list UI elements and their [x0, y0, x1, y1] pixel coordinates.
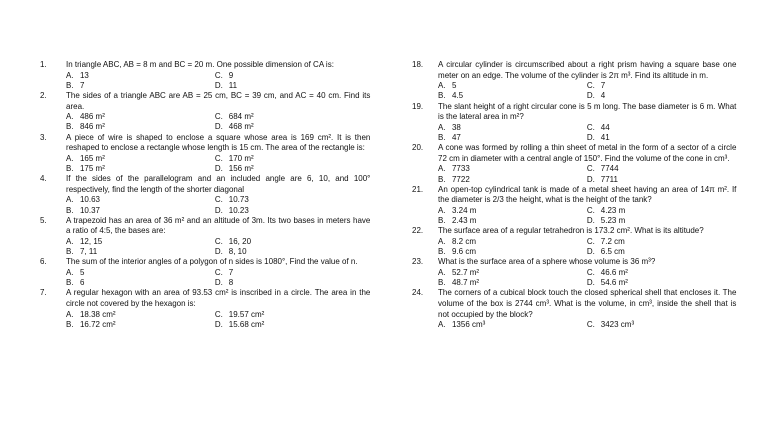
answer-option	[215, 309, 336, 319]
answer-option	[66, 236, 215, 246]
question-stem	[412, 142, 736, 163]
option-value: 165 m²	[79, 152, 105, 163]
question-stem	[40, 256, 370, 267]
question-text: A piece of wire is shaped to enclose a square whose area is 169 cm². It is then reshaped to enclose a rectangle whose length is 15 cm. The area of the rectangle is:	[66, 131, 371, 153]
option-value: 10.37	[79, 204, 100, 215]
answer-option	[215, 205, 336, 215]
answer-option	[215, 80, 336, 90]
option-value: 38	[451, 121, 461, 132]
option-value: 12, 15	[79, 235, 103, 246]
option-value: 5	[79, 266, 85, 277]
answer-option	[66, 70, 215, 80]
option-letter: A.	[66, 152, 74, 163]
option-value: 7	[228, 266, 234, 277]
option-value: 7711	[600, 173, 618, 184]
answer-option	[215, 194, 336, 204]
answer-option	[587, 80, 708, 90]
option-letter: B.	[66, 162, 74, 173]
option-letter: A.	[438, 235, 446, 246]
option-value: 10.63	[79, 194, 100, 205]
option-value: 9.6 cm	[451, 246, 476, 257]
option-letter: A.	[438, 204, 446, 215]
option-letter: C.	[586, 319, 595, 330]
option-letter: A.	[66, 308, 74, 319]
option-value: 54.6 m²	[600, 277, 628, 288]
option-value: 5	[451, 80, 457, 91]
answer-option	[438, 236, 587, 246]
answer-option	[587, 277, 708, 287]
answer-option	[66, 111, 215, 121]
answer-option	[587, 215, 708, 225]
answer-options	[412, 236, 715, 256]
answer-options	[40, 236, 349, 256]
answer-option	[587, 132, 708, 142]
option-letter: B.	[66, 277, 74, 288]
question-item	[412, 184, 738, 226]
option-value: 2.43 m	[451, 215, 477, 226]
answer-option	[587, 205, 708, 215]
option-value: 3.24 m	[451, 204, 477, 215]
question-item	[40, 59, 372, 90]
question-text: A circular cylinder is circumscribed about a right prism having a square base one meter on an edge. The volume of the cylinder is 2π m³. Find its altitude in m.	[438, 59, 737, 80]
option-letter: C.	[586, 235, 595, 246]
option-value: 4.5	[451, 90, 464, 101]
question-number: 21.	[412, 183, 424, 194]
option-value: 6.5 cm	[600, 246, 625, 257]
answer-option	[438, 90, 587, 100]
question-text: What is the surface area of a sphere whose volume is 36 m³?	[438, 256, 656, 267]
question-number: 20.	[412, 142, 424, 153]
option-letter: C.	[586, 204, 595, 215]
option-letter: A.	[66, 111, 74, 122]
option-letter: D.	[214, 79, 223, 90]
answer-options	[40, 267, 349, 287]
option-letter: D.	[586, 277, 595, 288]
answer-option	[215, 111, 336, 121]
option-value: 6	[79, 277, 85, 288]
option-value: 8.2 cm	[451, 235, 476, 246]
option-value: 19.57 cm²	[228, 308, 265, 319]
answer-option	[438, 174, 587, 184]
question-number: 24.	[412, 287, 424, 298]
question-item	[412, 256, 738, 287]
option-value: 46.6 m²	[600, 266, 628, 277]
question-item	[412, 101, 738, 143]
option-value: 175 m²	[79, 162, 105, 173]
question-stem	[412, 184, 736, 205]
option-letter: B.	[438, 90, 446, 101]
answer-option	[215, 319, 336, 329]
question-number: 18.	[412, 59, 424, 69]
option-letter: B.	[66, 79, 74, 90]
option-letter: B.	[438, 277, 446, 288]
option-letter: D.	[586, 215, 595, 226]
question-number: 2.	[40, 90, 47, 100]
question-text: In triangle ABC, AB = 8 m and BC = 20 m. One possible dimension of CA is:	[66, 59, 334, 69]
option-letter: C.	[214, 308, 223, 319]
option-letter: D.	[214, 277, 223, 288]
question-stem	[412, 287, 736, 319]
option-value: 5.23 m	[600, 215, 626, 226]
answer-option	[66, 267, 215, 277]
answer-options	[40, 194, 349, 214]
answer-option	[215, 70, 336, 80]
option-value: 16.72 cm²	[79, 318, 116, 329]
answer-option	[215, 236, 336, 246]
option-letter: A.	[438, 121, 446, 132]
question-stem	[412, 225, 736, 236]
answer-options	[40, 153, 349, 173]
option-value: 7, 11	[79, 246, 98, 257]
question-text: The slant height of a right circular cone is 5 m long. The base diameter is 6 m. What is the lateral area in m²?	[438, 100, 737, 122]
option-value: 7733	[451, 163, 470, 174]
question-text: A cone was formed by rolling a thin sheet of metal in the form of a sector of a circle 72 cm in diameter with a central angle of 150°. Find the volume of the cone in cm³.	[438, 142, 737, 163]
option-letter: B.	[66, 318, 74, 329]
option-value: 684 m²	[228, 111, 254, 122]
option-value: 1356 cm³	[451, 319, 486, 330]
option-letter: A.	[66, 266, 74, 277]
option-value: 10.23	[228, 204, 249, 215]
option-letter: B.	[66, 204, 74, 215]
answer-option	[587, 246, 708, 256]
option-letter: A.	[438, 163, 446, 174]
option-value: 4	[600, 90, 606, 101]
question-number: 22.	[412, 225, 424, 236]
option-value: 11	[228, 79, 238, 90]
option-value: 18.38 cm²	[79, 308, 116, 319]
option-letter: A.	[438, 80, 446, 91]
option-letter: C.	[586, 121, 595, 132]
question-item	[40, 132, 372, 174]
option-value: 468 m²	[228, 121, 254, 132]
question-stem	[412, 256, 736, 267]
option-value: 8, 10	[228, 246, 247, 257]
option-value: 47	[451, 131, 461, 142]
answer-option	[438, 122, 587, 132]
answer-options	[412, 122, 715, 142]
option-letter: C.	[214, 111, 223, 122]
option-letter: C.	[214, 69, 223, 80]
option-value: 7	[79, 79, 85, 90]
answer-options	[412, 163, 715, 183]
option-letter: B.	[438, 215, 446, 226]
answer-options	[40, 70, 349, 90]
question-item	[40, 90, 372, 132]
option-letter: D.	[586, 90, 595, 101]
question-text: If the sides of the parallelogram and an included angle are 6, 10, and 100° respectively, find the length of the shorter diagonal	[66, 173, 371, 194]
answer-option	[215, 163, 336, 173]
question-number: 7.	[40, 287, 47, 298]
answer-option	[438, 163, 587, 173]
question-number: 4.	[40, 173, 47, 184]
option-value: 7744	[600, 163, 619, 174]
answer-options	[412, 319, 715, 329]
answer-option	[587, 90, 708, 100]
option-letter: A.	[66, 69, 74, 80]
answer-option	[587, 163, 708, 173]
option-letter: D.	[586, 173, 595, 184]
option-value: 10.73	[228, 194, 249, 205]
question-item	[40, 215, 372, 257]
answer-option	[438, 205, 587, 215]
option-value: 15.68 cm²	[228, 318, 265, 329]
answer-option	[66, 194, 215, 204]
answer-option	[66, 121, 215, 131]
option-letter: C.	[214, 266, 223, 277]
question-item	[412, 225, 738, 256]
option-letter: A.	[66, 235, 74, 246]
question-number: 6.	[40, 256, 47, 267]
option-value: 48.7 m²	[451, 277, 480, 288]
question-stem	[412, 101, 736, 122]
option-value: 846 m²	[79, 121, 105, 132]
option-value: 16, 20	[228, 235, 252, 246]
option-value: 486 m²	[79, 111, 105, 122]
question-item	[40, 287, 372, 329]
answer-option	[587, 122, 708, 132]
option-letter: D.	[214, 246, 223, 257]
option-value: 9	[228, 69, 234, 80]
question-text: The sum of the interior angles of a polygon of n sides is 1080°, Find the value of n.	[66, 256, 358, 267]
question-stem	[40, 90, 370, 111]
answer-option	[438, 246, 587, 256]
option-value: 7	[600, 80, 606, 91]
answer-options	[412, 205, 715, 225]
answer-option	[438, 277, 587, 287]
answer-option	[215, 121, 336, 131]
option-letter: C.	[214, 194, 223, 205]
option-letter: A.	[438, 266, 446, 277]
option-value: 156 m²	[228, 162, 254, 173]
answer-options	[412, 80, 715, 100]
option-letter: C.	[586, 80, 595, 91]
answer-option	[66, 319, 215, 329]
question-text: A regular hexagon with an area of 93.53 cm² is inscribed in a circle. The area in the circle not covered by the hexagon is:	[66, 287, 371, 308]
option-letter: D.	[214, 162, 223, 173]
answer-option	[66, 309, 215, 319]
option-letter: C.	[586, 163, 595, 174]
question-item	[40, 173, 372, 215]
answer-option	[66, 153, 215, 163]
option-letter: C.	[586, 266, 595, 277]
question-number: 1.	[40, 59, 47, 69]
answer-options	[412, 267, 715, 287]
answer-options	[40, 111, 349, 131]
question-number: 3.	[40, 131, 47, 142]
option-letter: B.	[438, 173, 446, 184]
answer-option	[587, 236, 708, 246]
question-text: The sides of a triangle ABC are AB = 25 cm, BC = 39 cm, and AC = 40 cm. Find its area.	[66, 90, 371, 111]
question-item	[412, 287, 738, 329]
answer-option	[215, 267, 336, 277]
option-value: 7.2 cm	[600, 235, 625, 246]
answer-option	[587, 319, 708, 329]
option-value: 4.23 m	[600, 204, 626, 215]
question-item	[40, 256, 372, 287]
question-stem	[40, 287, 370, 308]
question-item	[412, 142, 738, 184]
question-number: 5.	[40, 214, 47, 225]
answer-option	[587, 267, 708, 277]
option-value: 7722	[451, 173, 470, 184]
question-text: An open-top cylindrical tank is made of a metal sheet having an area of 14π m². If the diameter is 2/3 the height, what is the height of the tank?	[438, 183, 737, 205]
answer-option	[66, 163, 215, 173]
option-letter: C.	[214, 152, 223, 163]
option-value: 170 m²	[228, 152, 254, 163]
question-number: 23.	[412, 256, 424, 267]
question-item	[412, 59, 738, 101]
option-value: 13	[79, 69, 89, 80]
answer-option	[66, 277, 215, 287]
answer-option	[587, 174, 708, 184]
answer-option	[215, 153, 336, 163]
option-letter: B.	[66, 121, 74, 132]
answer-option	[438, 215, 587, 225]
option-letter: D.	[214, 318, 223, 329]
option-letter: A.	[438, 319, 446, 330]
option-letter: C.	[214, 235, 223, 246]
answer-option	[438, 267, 587, 277]
question-text: The surface area of a regular tetrahedron is 173.2 cm². What is its altitude?	[438, 225, 704, 236]
option-letter: B.	[66, 246, 74, 257]
right-column	[412, 59, 738, 329]
option-letter: D.	[586, 131, 595, 142]
option-letter: B.	[438, 131, 446, 142]
question-stem	[40, 59, 370, 70]
question-number: 19.	[412, 100, 424, 111]
question-text: The corners of a cubical block touch the closed spherical shell that encloses it. The volume of the box is 2744 cm³. What is the volume, in cm³, inside the shell that is not occupied by the block?	[438, 287, 737, 319]
answer-option	[438, 80, 587, 90]
answer-option	[66, 205, 215, 215]
option-value: 41	[600, 131, 610, 142]
option-letter: D.	[586, 246, 595, 257]
answer-option	[66, 80, 215, 90]
answer-option	[215, 246, 336, 256]
answer-options	[40, 309, 349, 329]
question-stem	[40, 132, 370, 153]
option-letter: D.	[214, 204, 223, 215]
answer-option	[66, 246, 215, 256]
option-value: 3423 cm³	[600, 319, 635, 330]
option-value: 8	[228, 277, 234, 288]
question-stem	[412, 59, 736, 80]
question-text: A trapezoid has an area of 36 m² and an altitude of 3m. Its two bases in meters have a ratio of 4:5, the bases are:	[66, 214, 371, 236]
option-letter: D.	[214, 121, 223, 132]
option-value: 44	[600, 121, 610, 132]
question-stem	[40, 173, 370, 194]
left-column	[40, 59, 372, 329]
question-stem	[40, 215, 370, 236]
answer-option	[438, 319, 587, 329]
option-value: 52.7 m²	[451, 266, 480, 277]
answer-option	[215, 277, 336, 287]
option-letter: A.	[66, 194, 74, 205]
answer-option	[438, 132, 587, 142]
option-letter: B.	[438, 246, 446, 257]
